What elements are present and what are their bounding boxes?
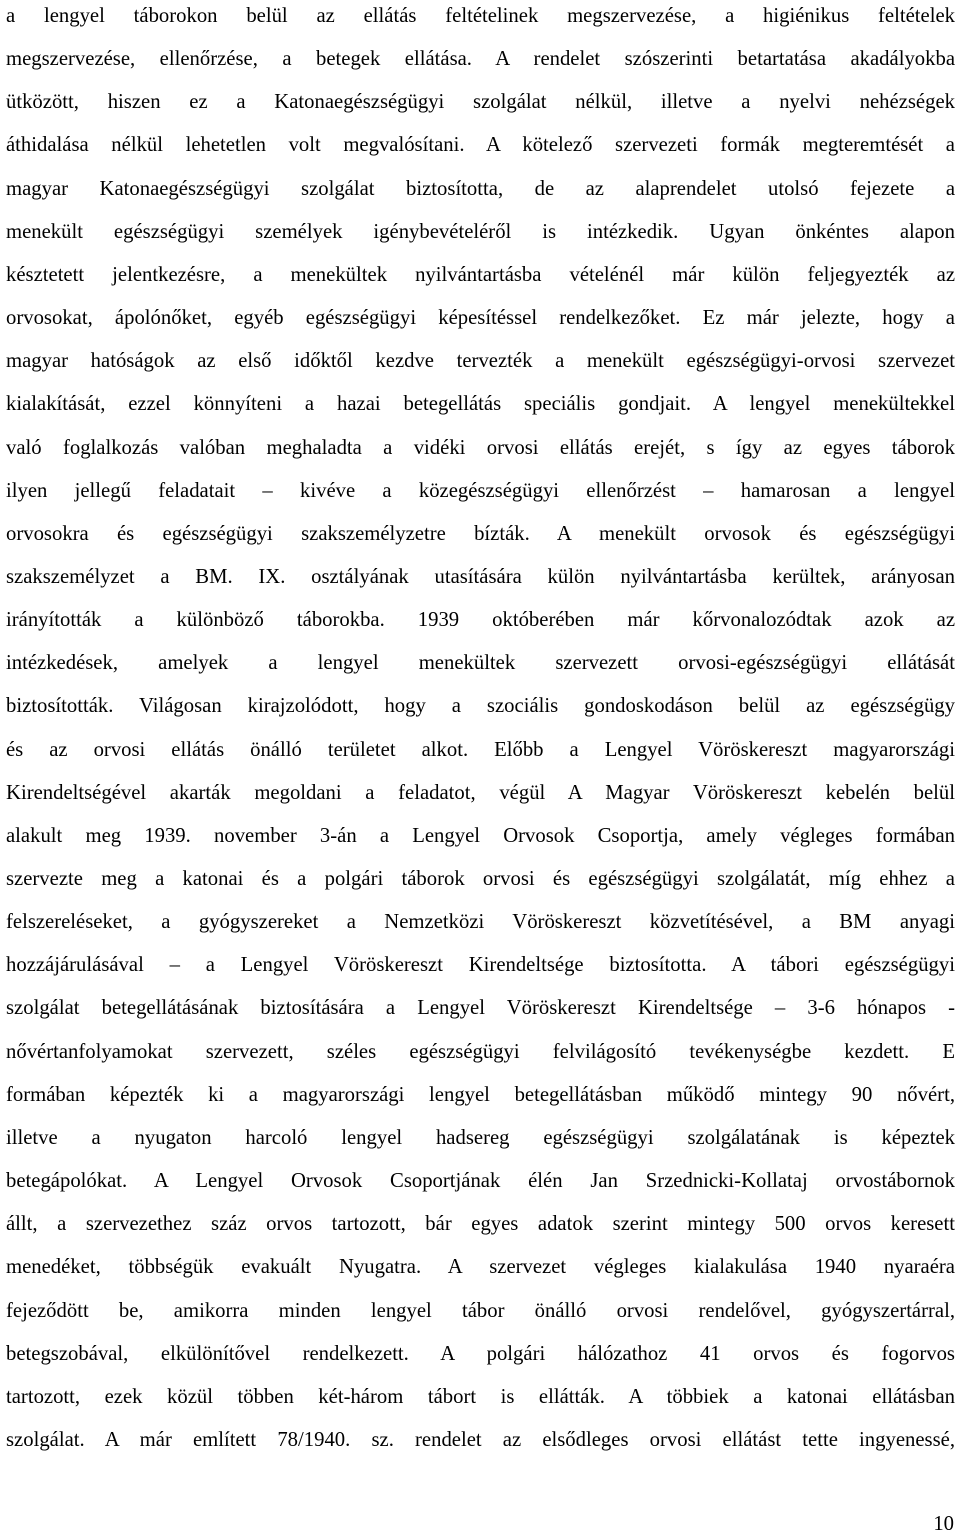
text-line: menekült egészségügyi személyek igénybevételéről is intézkedik. Ugyan önkéntes alapon: [6, 220, 955, 243]
text-line: irányították a különböző táborokba. 1939 októberében már kőrvonalozódtak azok az: [6, 609, 955, 632]
text-line: menedéket, többségük evakuált Nyugatra. A szervezet végleges kialakulása 1940 nyaraéra: [6, 1256, 955, 1279]
text-line: állt, a szervezethez száz orvos tartozott, bár egyes adatok szerint mintegy 500 orvos keresett: [6, 1213, 955, 1236]
text-line: fejeződött be, amikorra minden lengyel tábor önálló orvosi rendelővel, gyógyszertárral,: [6, 1299, 955, 1322]
text-line: illetve a nyugaton harcoló lengyel hadsereg egészségügyi szolgálatának is képeztek: [6, 1126, 955, 1149]
text-line: szervezte meg a katonai és a polgári táborok orvosi és egészségügyi szolgálatát, míg ehhez a: [6, 868, 955, 890]
text-line: áthidalása nélkül lehetetlen volt megvalósítani. A kötelező szervezeti formák megteremtését a: [6, 134, 955, 157]
page-number: 10: [933, 1513, 954, 1535]
text-line: hozzájárulásával – a Lengyel Vöröskereszt Kirendeltsége biztosította. A tábori egészségügyi: [6, 954, 955, 977]
text-line: magyar hatóságok az első időktől kezdve tervezték a menekült egészségügyi-orvosi szervezet: [6, 350, 955, 373]
text-line: szolgálat betegellátásának biztosítására a Lengyel Vöröskereszt Kirendeltsége – 3-6 hónapos -: [6, 997, 955, 1020]
text-line: alakult meg 1939. november 3-án a Lengyel Orvosok Csoportja, amely végleges formában: [6, 824, 955, 847]
text-line: formában képezték ki a magyarországi lengyel betegellátásban működő mintegy 90 nővért,: [6, 1083, 955, 1106]
text-line: ütközött, hiszen ez a Katonaegészségügyi szolgálat nélkül, illetve a nyelvi nehézségek: [6, 91, 955, 114]
text-line: tartozott, ezek közül többen két-három tábort is ellátták. A többiek a katonai ellátásban: [6, 1385, 955, 1408]
text-line: szolgálat. A már említett 78/1940. sz. rendelet az elsődleges orvosi ellátást tette ingyenessé,: [6, 1428, 955, 1451]
text-line: késztetett jelentkezésre, a menekültek nyilvántartásba vételénél már külön feljegyezték az: [6, 263, 955, 286]
text-line: biztosították. Világosan kirajzolódott, hogy a szociális gondoskodáson belül az egészségügy: [6, 695, 955, 718]
text-line: magyar Katonaegészségügyi szolgálat biztosította, de az alaprendelet utolsó fejezete a: [6, 177, 955, 200]
text-line: és az orvosi ellátás önálló területet alkot. Előbb a Lengyel Vöröskereszt magyarországi: [6, 738, 955, 761]
text-line: kialakítását, ezzel könnyíteni a hazai betegellátás speciális gondjait. A lengyel menekültekkel: [6, 393, 955, 416]
text-line: orvosokra és egészségügyi szakszemélyzetre bízták. A menekült orvosok és egészségügyi: [6, 522, 955, 545]
text-line: intézkedések, amelyek a lengyel menekültek szervezett orvosi-egészségügyi ellátását: [6, 652, 955, 675]
text-line: orvosokat, ápolónőket, egyéb egészségügyi képesítéssel rendelkezőket. Ez már jelezte, hogy a: [6, 307, 955, 330]
text-line: betegápolókat. A Lengyel Orvosok Csoportjának élén Jan Srzednicki-Kollataj orvostábornok: [6, 1170, 955, 1193]
text-line: ilyen jellegű feladatait – kivéve a közegészségügyi ellenőrzést – hamarosan a lengyel: [6, 479, 955, 502]
text-line: betegszobával, elkülönítővel rendelkezett. A polgári hálózathoz 41 orvos és fogorvos: [6, 1342, 955, 1365]
text-line: a lengyel táborokon belül az ellátás feltételinek megszervezése, a higiénikus feltételek: [6, 5, 955, 27]
text-line: szakszemélyzet a BM. IX. osztályának utasítására külön nyilvántartásba kerültek, arányosan: [6, 565, 955, 588]
text-line: való foglalkozás valóban meghaladta a vidéki orvosi ellátás erejét, s így az egyes táborok: [6, 436, 955, 459]
text-line: nővértanfolyamokat szervezett, széles egészségügyi felvilágosító tevékenységbe kezdett. E: [6, 1040, 955, 1063]
text-line: felszereléseket, a gyógyszereket a Nemzetközi Vöröskereszt közvetítésével, a BM anyagi: [6, 911, 955, 934]
text-line: megszervezése, ellenőrzése, a betegek ellátása. A rendelet szószerinti betartatása akadályokba: [6, 48, 955, 71]
text-line: Kirendeltségével akarták megoldani a feladatot, végül A Magyar Vöröskereszt kebelén belül: [6, 781, 955, 804]
